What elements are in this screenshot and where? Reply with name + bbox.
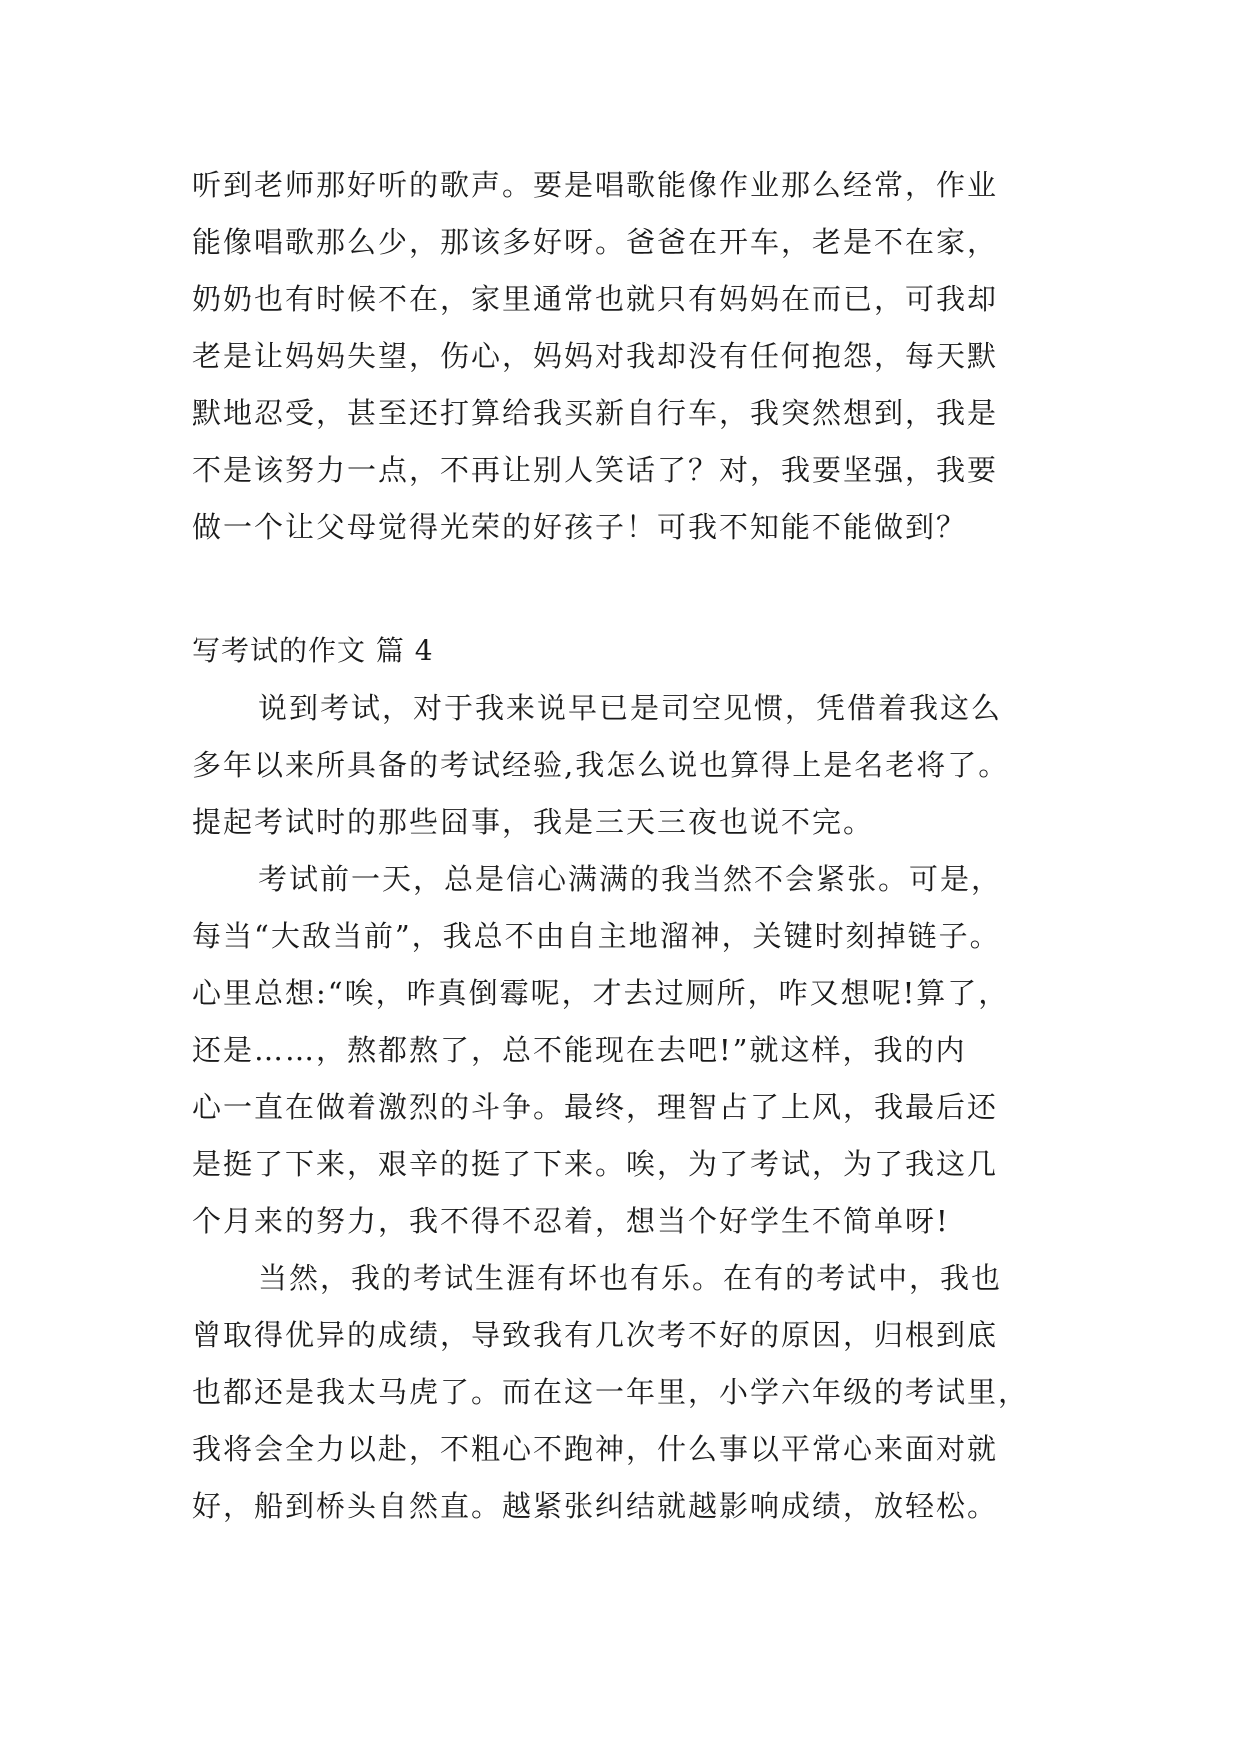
- text-line: 说到考试，对于我来说早已是司空见惯，凭借着我这么: [258, 691, 1003, 725]
- text-line: 提起考试时的那些囧事，我是三天三夜也说不完。: [192, 805, 875, 839]
- paragraph: [192, 851, 1062, 1250]
- text-line: 心一直在做着激烈的斗争。最终，理智占了上风，我最后还: [192, 1090, 999, 1124]
- text-line: 还是……，熬都熬了，总不能现在去吧!”就这样，我的内: [192, 1033, 967, 1067]
- text-line: 听到老师那好听的歌声。要是唱歌能像作业那么经常，作业: [192, 168, 999, 202]
- text-line: 老是让妈妈失望，伤心，妈妈对我却没有任何抱怨，每天默: [192, 339, 999, 373]
- text-line: 心里总想:“唉，咋真倒霉呢，才去过厕所，咋又想呢!算了，: [192, 976, 1010, 1010]
- text-line: 每当“大敌当前”，我总不由自主地溜神，关键时刻掉链子。: [192, 919, 1001, 953]
- text-line: 个月来的努力，我不得不忍着，想当个好学生不简单呀!: [192, 1204, 950, 1238]
- text-line: 多年以来所具备的考试经验,我怎么说也算得上是名老将了。: [192, 748, 1010, 782]
- essay-body: [192, 680, 1062, 1535]
- text-line: 考试前一天，总是信心满满的我当然不会紧张。可是，: [258, 862, 1003, 896]
- text-line: 我将会全力以赴，不粗心不跑神，什么事以平常心来面对就: [192, 1432, 999, 1466]
- text-line: 也都还是我太马虎了。而在这一年里，小学六年级的考试里，: [192, 1375, 1030, 1409]
- text-line: 当然，我的考试生涯有坏也有乐。在有的考试中，我也: [258, 1261, 1003, 1295]
- text-line: 好，船到桥头自然直。越紧张纠结就越影响成绩，放轻松。: [192, 1489, 999, 1523]
- section-heading: 写考试的作文 篇 4: [192, 634, 434, 667]
- text-line: 做一个让父母觉得光荣的好孩子！可我不知能不能做到？: [192, 510, 968, 544]
- text-line: 能像唱歌那么少，那该多好呀。爸爸在开车，老是不在家，: [192, 225, 999, 259]
- text-line: 曾取得优异的成绩，导致我有几次考不好的原因，归根到底: [192, 1318, 999, 1352]
- paragraph: [192, 680, 1062, 851]
- text-line: 是挺了下来，艰辛的挺了下来。唉，为了考试，为了我这几: [192, 1147, 999, 1181]
- paragraph: [192, 1250, 1062, 1535]
- previous-passage: [192, 157, 1062, 556]
- text-line: 默地忍受，甚至还打算给我买新自行车，我突然想到，我是: [192, 396, 999, 430]
- text-line: 不是该努力一点，不再让别人笑话了？对，我要坚强，我要: [192, 453, 999, 487]
- text-line: 奶奶也有时候不在，家里通常也就只有妈妈在而已，可我却: [192, 282, 999, 316]
